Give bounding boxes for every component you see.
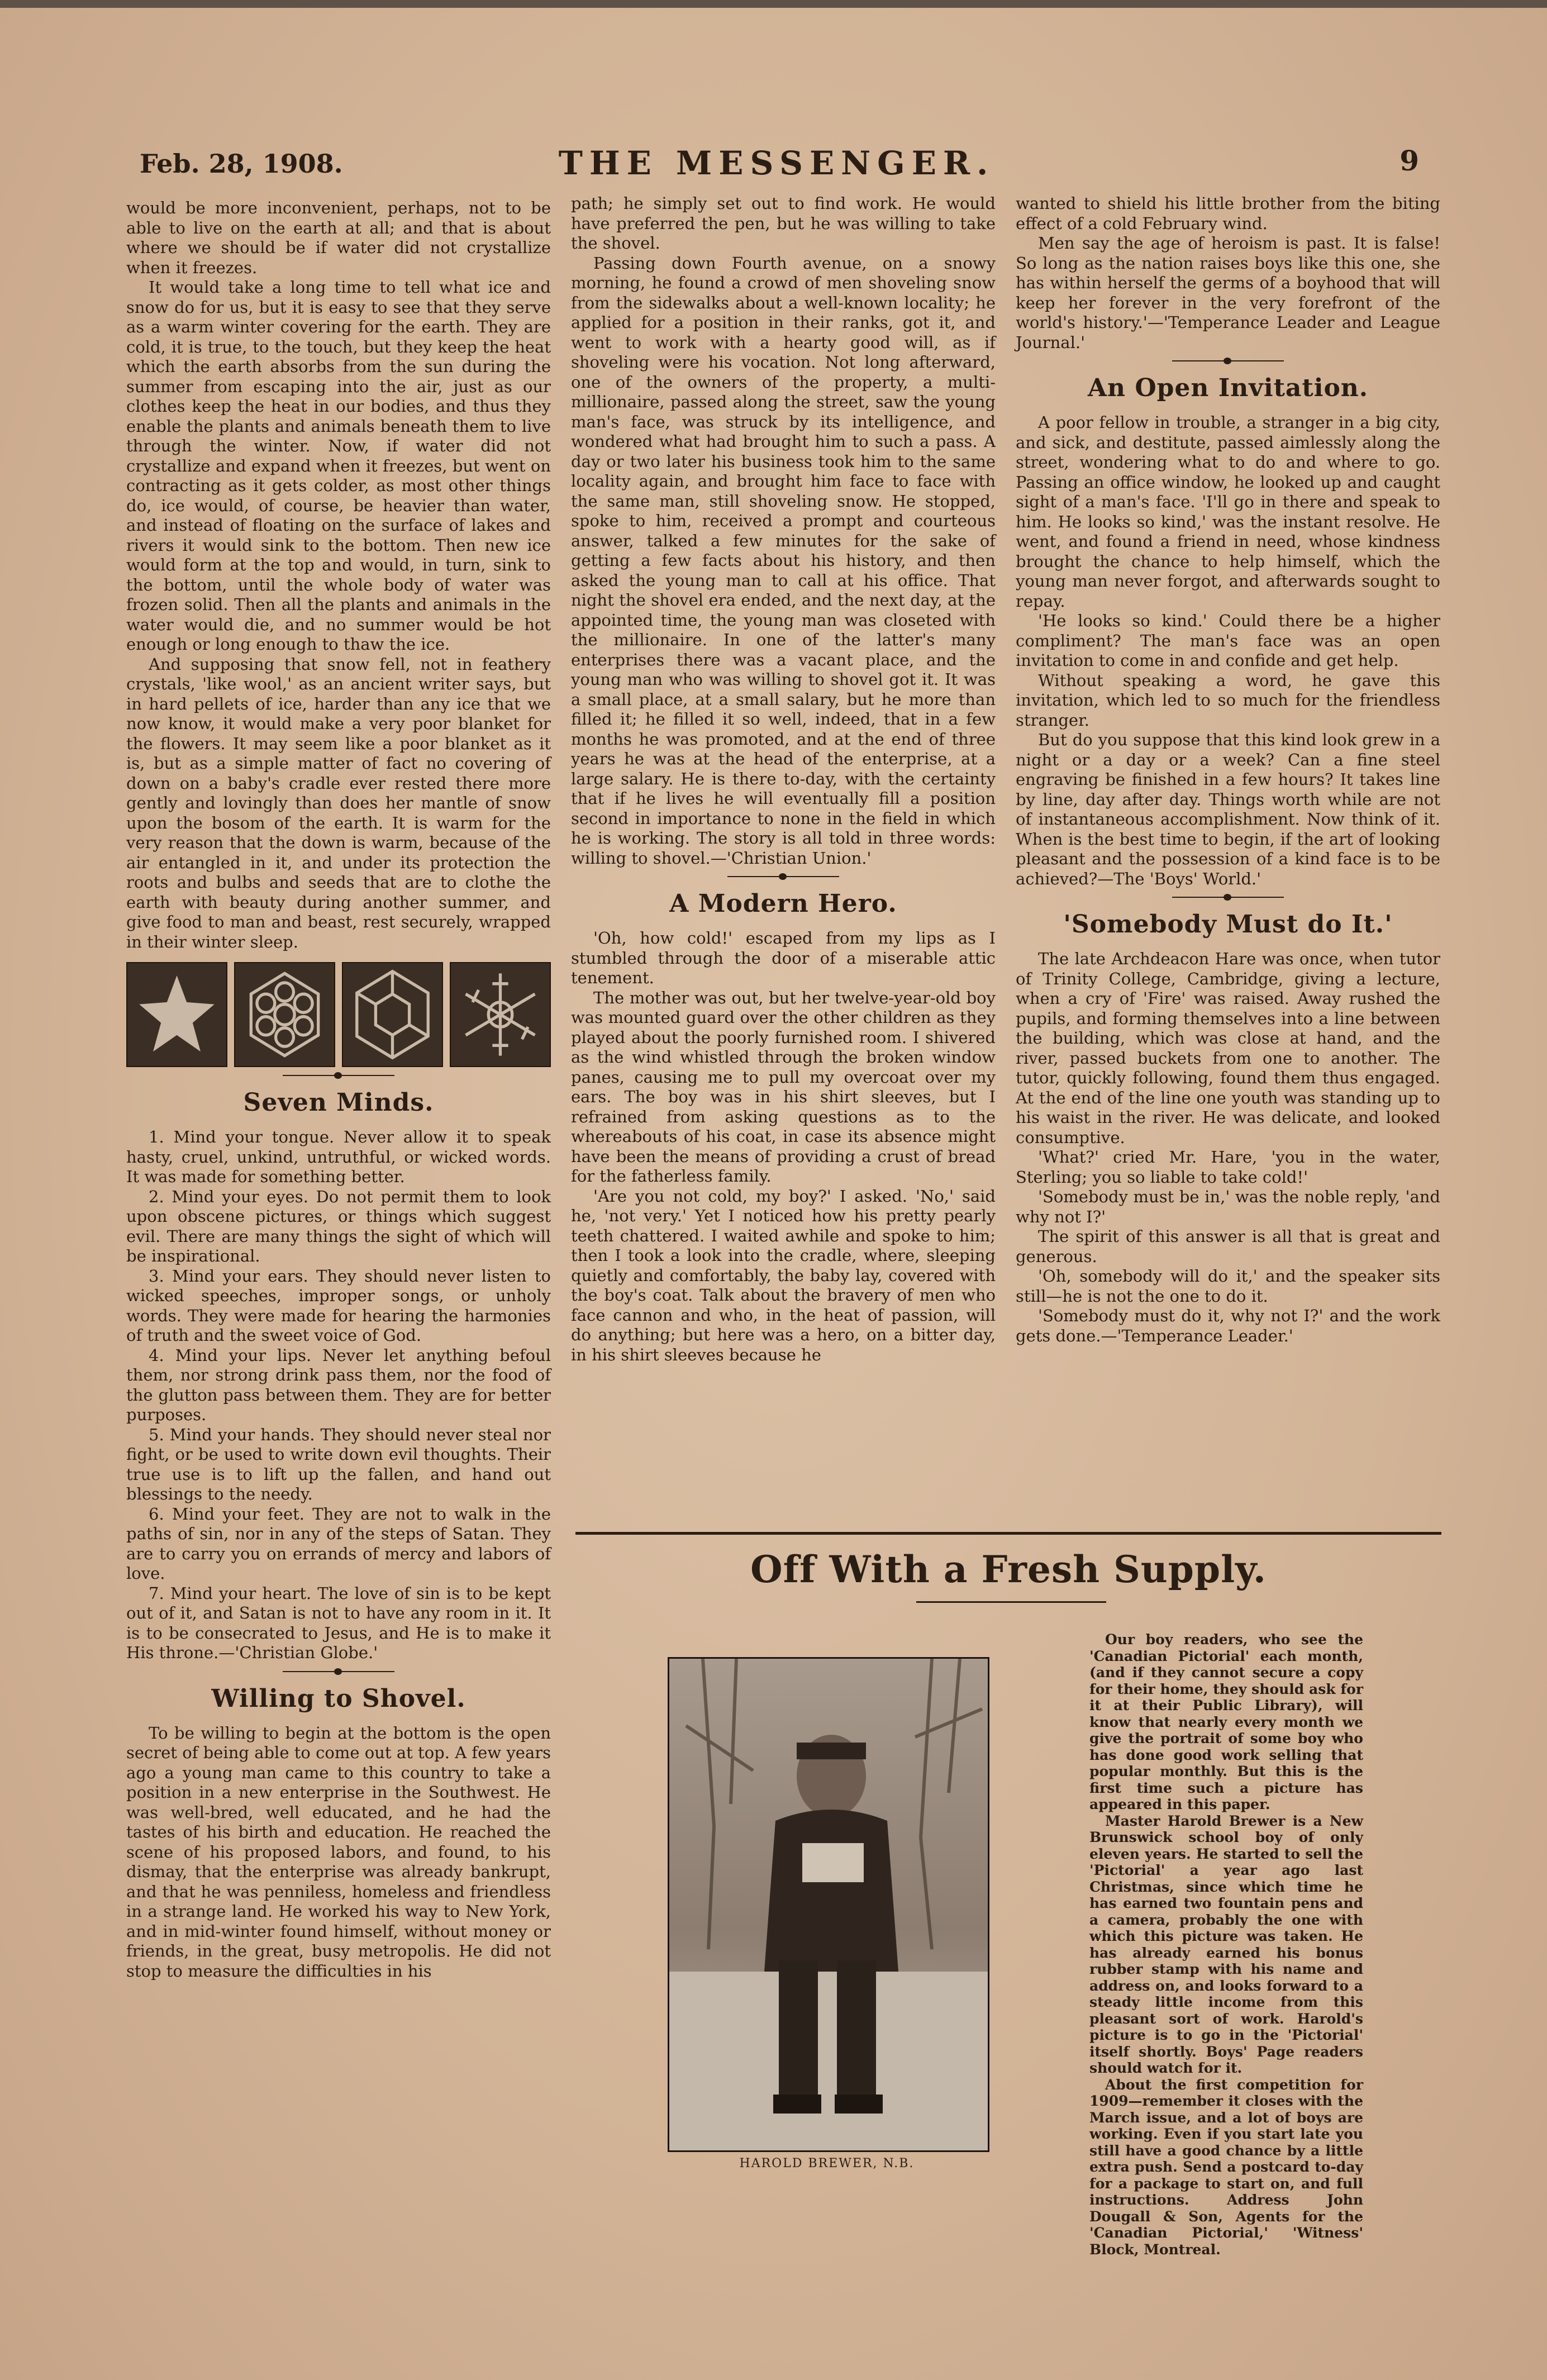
paragraph: Without speaking a word, he gave this invitation, which led to so much for the friendless stranger. (1016, 670, 1440, 730)
paragraph: Passing down Fourth avenue, on a snowy morning, he found a crowd of men shoveling snow from the sidewalks about a well-known locality; he applied for a position in their ranks, got it, and went to work with a hearty good will, as if shoveling were his vocation. Not long afterward, one of the owners of the property, a multi-millionaire, passed along the street, saw the young man's face, was struck by its intelligence, and wondered what had brought him to such a pass. A day or two later his business took him to the same locality again, and brought him face to face with the same man, still shoveling snow. He stopped, spoke to him, received a prompt and courteous answer, talked a few minutes for the sake of getting a few facts about his history, and then asked the young man to call at his office. That night the shovel era ended, and the next day, at the appointed time, the young man was closeted with the millionaire. In one of the latter's many enterprises there was a vacant place, and the young man who was willing to shovel got it. It was a small place, at a small salary, but he more than filled it; he filled it so well, indeed, that in a few months he was promoted, and at the end of three years he was at the head of the enterprise, at a large salary. He is there to-day, with the certainty that if he lives he will eventually fill a position second in importance to none in the field in which he is working. The story is all told in three words: willing to shovel.—'Christian Union.' (571, 253, 996, 868)
list-item: 4. Mind your lips. Never let anything befoul them, nor strong drink pass them, nor the food of the glutton pass between them. They are for better purposes. (126, 1345, 551, 1424)
list-item: 6. Mind your feet. They are not to walk in the paths of sin, nor in any of the steps of Satan. They are to carry you on errands of mercy and labors of love. (126, 1504, 551, 1583)
paragraph: A poor fellow in trouble, a stranger in a big city, and sick, and destitute, passed aimlessly along the street, wondering what to do and where to go. Passing an office window, he looked up and caught sight of a man's face. 'I'll go in there and speak to him. He looks so kind,' was the instant resolve. He went, and found a friend in need, whose kindness brought the chance to help himself, which the young man never forgot, and afterwards sought to repay. (1016, 413, 1440, 611)
column-1 (126, 198, 551, 1981)
section-divider (1172, 360, 1284, 361)
section-divider (283, 1671, 394, 1672)
snowflake-hexagon-image (234, 962, 335, 1067)
list-item: 1. Mind your tongue. Never allow it to speak hasty, cruel, unkind, untruthful, or wicked words. It was made for something better. (126, 1127, 551, 1186)
section-heavy-rule (575, 1532, 1441, 1535)
paragraph: Men say the age of heroism is past. It is false! So long as the nation raises boys like this one, she has within herself the germs of a boyhood that will keep her forever in the very forefront of the world's history.'—'Temperance Leader and League Journal.' (1016, 234, 1440, 352)
section-title-seven-minds: Seven Minds. (243, 1088, 434, 1117)
list-item: 3. Mind your ears. They should never listen to wicked speeches, improper songs, or unholy words. They were made for hearing the harmonies of truth and the sweet voice of God. (126, 1266, 551, 1345)
paragraph: It would take a long time to tell what ice and snow do for us, but it is easy to see that they serve as a warm winter covering for the earth. They are cold, it is true, to the touch, but they keep the heat which the earth absorbs from the sun during the summer from escaping into the air, just as our clothes keep the heat in our bodies, and thus they enable the plants and animals beneath them to live through the winter. Now, if water did not crystallize and expand when it freezes, but went on contracting as it gets colder, as most other things do, ice would, of course, be heavier than water, and instead of floating on the surface of lakes and rivers it would sink to the bottom. Then new ice would form at the top and would, in turn, sink to the bottom, until the whole body of water was frozen solid. Then all the plants and animals in the water would die, and no summer would be hot enough or long enough to thaw the ice. (126, 278, 551, 654)
paragraph: wanted to shield his little brother from the biting effect of a cold February wind. (1016, 194, 1440, 233)
section-divider (727, 876, 839, 877)
list-item: 7. Mind your heart. The love of sin is to be kept out of it, and Satan is not to have any room in it. It is to be consecrated to Jesus, and He is to make it His throne.—'Christian Globe.' (126, 1583, 551, 1662)
page-header (134, 144, 1419, 183)
paragraph: 'He looks so kind.' Could there be a higher compliment? The man's face was an open invitation to come in and confide and get help. (1016, 611, 1440, 670)
section-title-off-with-a-fresh-supply: Off With a Fresh Supply. (750, 1548, 1267, 1591)
snowflake-illustration (126, 962, 551, 1067)
issue-date: Feb. 28, 1908. (140, 149, 343, 179)
paragraph: 'Somebody must be in,' was the noble reply, 'and why not I?' (1016, 1187, 1440, 1226)
list-item: 5. Mind your hands. They should never steal nor fight, or be used to write down evil thoughts. Their true use is to lift up the fallen, and hand out blessings to the needy. (126, 1425, 551, 1503)
paragraph: Master Harold Brewer is a New Brunswick school boy of only eleven years. He started to sell the 'Pictorial' a year ago last Christmas, since which time he has earned two fountain pens and a camera, probably the one with which this picture was taken. He has already earned his bonus rubber stamp with his name and address on, and looks forward to a steady little income from this pleasant sort of work. Harold's picture is to go in the 'Pictorial' itself shortly. Boys' Page readers should watch for it. (1089, 1812, 1363, 2076)
column-fresh-supply (1089, 1631, 1363, 2258)
section-divider (283, 1075, 394, 1076)
column-3 (1016, 194, 1440, 1346)
paragraph: Our boy readers, who see the 'Canadian Pictorial' each month, (and if they cannot secure a copy for their home, they should ask for it at their Public Library), will know that nearly every month we give the portrait of some boy who has done good work selling that popular monthly. But this is the first time such a picture has appeared in this paper. (1089, 1631, 1363, 1812)
paragraph: About the first competition for 1909—remember it closes with the March issue, and a lot of boys are working. Even if you start late you still have a good chance by a little extra push. Send a postcard to-day for a package to start on, and full instructions. Address John Dougall & Son, Agents for the 'Canadian Pictorial,' 'Witness' Block, Montreal. (1089, 2076, 1363, 2258)
paragraph: To be willing to begin at the bottom is the open secret of being able to come out at top. A few years ago a young man came to this country to take a position in a new enterprise in the Southwest. He was well-bred, well educated, and he had the tastes of his birth and education. He reached the scene of his proposed labors, and found, to his dismay, that the enterprise was already bankrupt, and that he was penniless, homeless and friendless in a strange land. He worked his way to New York, and in mid-winter found himself, without money or friends, in the great, busy metropolis. He did not stop to measure the difficulties in his (126, 1723, 551, 1981)
page-number: 9 (1400, 144, 1419, 177)
title-underline (916, 1601, 1106, 1603)
section-divider (1172, 897, 1284, 898)
masthead: THE MESSENGER. (558, 144, 995, 182)
paragraph: 'Are you not cold, my boy?' I asked. 'No,' said he, 'not very.' Yet I noticed how his pretty pearly teeth chattered. I waited awhile and spoke to him; then I took a look into the cradle, where, sleeping quietly and comfortably, the baby lay, covered with the boy's coat. Talk about the bravery of men who face cannon and who, in the heat of passion, will do anything; but here was a hero, on a bitter day, in his shirt sleeves because he (571, 1186, 996, 1364)
section-title-an-open-invitation: An Open Invitation. (1087, 374, 1369, 402)
paragraph: And supposing that snow fell, not in feathery crystals, 'like wool,' as an ancient writer says, but in hard pellets of ice, harder than any ice that we now know, it would make a very poor blanket for the flowers. It may seem like a poor blanket as it is, but as a simple matter of fact no covering of down on a baby's cradle ever rested there more gently and lovingly than does her mantle of snow upon the bosom of the earth. It is warm for the very reason that the down is warm, because of the air entangled in it, and under its protection the roots and bulbs and seeds that are to clothe the earth with beauty during another summer, and give food to man and beast, rest securely, wrapped in their winter sleep. (126, 654, 551, 951)
boy-portrait-photo (668, 1657, 989, 2152)
snowflake-dendrite-image (450, 962, 551, 1067)
column-2 (571, 194, 996, 1365)
snowflake-star-image (126, 962, 227, 1067)
paragraph: path; he simply set out to find work. He would have preferred the pen, but he was willing to take the shovel. (571, 194, 996, 253)
paragraph: would be more inconvenient, perhaps, not to be able to live on the earth at all; and that is about where we should be if water did not crystallize when it freezes. (126, 198, 551, 277)
paragraph: The mother was out, but her twelve-year-old boy was mounted guard over the other children as they played about the poorly furnished room. I shivered as the wind whistled through the broken window panes, causing me to pull my overcoat over my ears. The boy was in his shirt sleeves, but I refrained from asking questions as to the whereabouts of his coat, in case its absence might have been the means of providing a crust of bread for the fatherless family. (571, 988, 996, 1186)
paragraph: 'What?' cried Mr. Hare, 'you in the water, Sterling; you so liable to take cold!' (1016, 1148, 1440, 1187)
photo-caption: HAROLD BREWER, N.B. (739, 2157, 915, 2170)
snowflake-plate-image (342, 962, 443, 1067)
paragraph: 'Somebody must do it, why not I?' and the work gets done.—'Temperance Leader.' (1016, 1306, 1440, 1345)
paragraph: The spirit of this answer is all that is great and generous. (1016, 1227, 1440, 1266)
paragraph: 'Oh, how cold!' escaped from my lips as I stumbled through the door of a miserable attic tenement. (571, 929, 996, 987)
section-title-willing-to-shovel: Willing to Shovel. (211, 1684, 466, 1713)
section-title-somebody-must-do-it: 'Somebody Must do It.' (1063, 910, 1393, 939)
section-title-a-modern-hero: A Modern Hero. (669, 889, 897, 918)
scan-edge (0, 0, 1547, 8)
paragraph: 'Oh, somebody will do it,' and the speaker sits still—he is not the one to do it. (1016, 1267, 1440, 1306)
list-item: 2. Mind your eyes. Do not permit them to look upon obscene pictures, or things which suggest evil. There are many things the sight of which will be inspirational. (126, 1187, 551, 1265)
paragraph: The late Archdeacon Hare was once, when tutor of Trinity College, Cambridge, giving a lecture, when a cry of 'Fire' was raised. Away rushed the pupils, and forming themselves into a line between the building, which was close at hand, and the river, passed buckets from one to another. The tutor, quickly following, found them thus engaged. At the end of the line one youth was standing up to his waist in the river. He was delicate, and looked consumptive. (1016, 949, 1440, 1147)
paragraph: But do you suppose that this kind look grew in a night or a day or a week? Can a fine steel engraving be finished in a few hours? It takes line by line, day after day. Things worth while are not of instantaneous accomplishment. Now think of it. When is the best time to begin, if the art of looking pleasant and the possession of a kind face is to be achieved?—The 'Boys' World.' (1016, 730, 1440, 888)
